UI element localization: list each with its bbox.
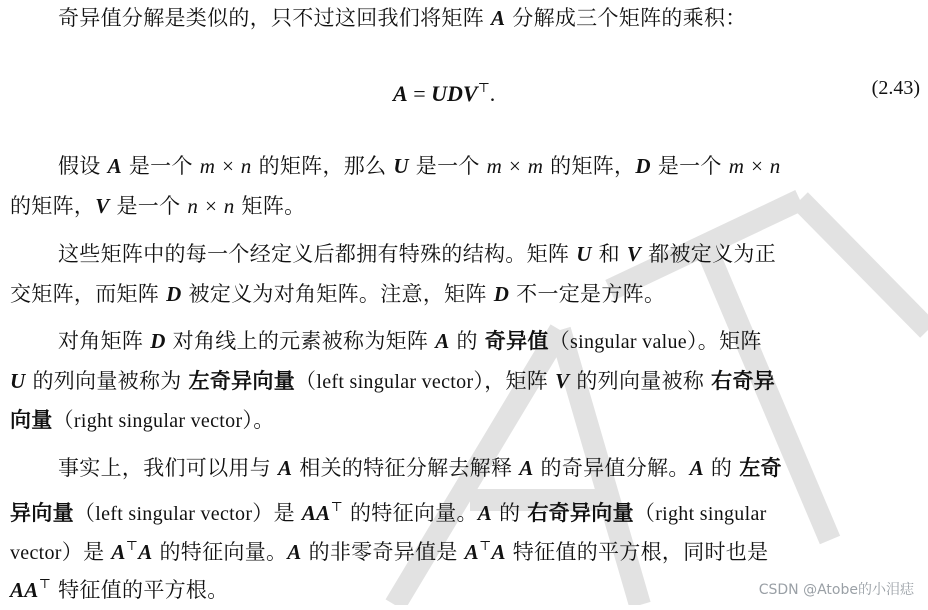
math-A: A bbox=[111, 540, 126, 564]
term-left-singular-vector: 左奇 bbox=[739, 455, 782, 480]
paragraph-line-11 bbox=[0, 527, 928, 567]
equation-number: (2.43) bbox=[871, 77, 920, 99]
math-m-by-m: m × m bbox=[486, 154, 544, 178]
math-D: D bbox=[166, 282, 182, 306]
paragraph-line-10 bbox=[0, 488, 928, 528]
math-U: U bbox=[576, 242, 592, 266]
transpose-symbol: ⊤ bbox=[330, 500, 344, 515]
math-V: V bbox=[555, 369, 570, 393]
text: 的矩阵， bbox=[543, 154, 636, 178]
math-U: U bbox=[393, 154, 409, 178]
text: 奇异值分解是类似的，只不过这回我们将矩阵 bbox=[58, 6, 491, 30]
text: 的特征向量。 bbox=[152, 540, 288, 564]
math-A: A bbox=[490, 6, 506, 30]
text: 的 bbox=[492, 501, 528, 525]
term-left-singular-vector: 左奇异向量 bbox=[188, 368, 296, 393]
term-left-singular-vector: 异向量 bbox=[10, 500, 74, 525]
math-m-by-n: m × n bbox=[728, 154, 781, 178]
english-term: right singular bbox=[655, 503, 767, 525]
text: 是一个 bbox=[109, 194, 188, 218]
text: 分解成三个矩阵的乘积： bbox=[505, 6, 747, 30]
paragraph-line-3 bbox=[0, 186, 928, 226]
math-U: U bbox=[10, 369, 26, 393]
math-A: A bbox=[464, 540, 479, 564]
text: （ bbox=[548, 329, 571, 353]
text: 的矩阵，那么 bbox=[251, 154, 394, 178]
paragraph-line-6 bbox=[0, 321, 928, 361]
text: ）。 bbox=[242, 408, 275, 432]
math-UDV: UDV bbox=[431, 81, 478, 106]
text: ），矩阵 bbox=[473, 369, 556, 393]
english-term: left singular vector bbox=[316, 371, 474, 393]
text: 的非零奇异值是 bbox=[301, 540, 465, 564]
math-A: A bbox=[477, 501, 493, 525]
math-A: A bbox=[107, 154, 122, 178]
term-singular-value: 奇异值 bbox=[484, 328, 549, 353]
math-D: D bbox=[493, 282, 510, 306]
paragraph-line-8 bbox=[0, 400, 928, 440]
transpose-symbol: ⊤ bbox=[477, 80, 490, 95]
equation bbox=[393, 66, 495, 110]
equals-sign: = bbox=[413, 81, 426, 106]
english-term: vector bbox=[10, 542, 62, 564]
transpose-symbol: ⊤ bbox=[478, 539, 492, 554]
term-right-singular-vector: 右奇异 bbox=[711, 368, 776, 393]
text: 相关的特征分解去解释 bbox=[292, 456, 520, 480]
text: 交矩阵，而矩阵 bbox=[10, 282, 167, 306]
text: 的特征向量。 bbox=[343, 501, 478, 525]
text: 矩阵。 bbox=[234, 194, 306, 218]
math-A: A bbox=[435, 329, 450, 353]
text: 和 bbox=[591, 242, 627, 266]
text: 是一个 bbox=[650, 154, 729, 178]
math-V: V bbox=[95, 194, 110, 218]
english-term: singular value bbox=[570, 331, 687, 353]
math-V: V bbox=[626, 242, 642, 266]
text: （ bbox=[633, 501, 656, 525]
text: 的列向量被称为 bbox=[25, 369, 189, 393]
text: 的列向量被称 bbox=[569, 369, 712, 393]
text: 不一定是方阵。 bbox=[509, 282, 666, 306]
math-A: A bbox=[491, 540, 506, 564]
text: ）是 bbox=[61, 540, 112, 564]
text: （ bbox=[295, 369, 317, 393]
paragraph-line-2 bbox=[0, 146, 928, 186]
text: 的 bbox=[449, 329, 485, 353]
text: 假设 bbox=[58, 154, 108, 178]
math-A: A bbox=[138, 540, 153, 564]
transpose-symbol: ⊤ bbox=[125, 539, 139, 554]
text: 的矩阵， bbox=[10, 194, 96, 218]
paragraph-line-7 bbox=[0, 361, 928, 401]
text: ）是 bbox=[252, 501, 302, 525]
text: 是一个 bbox=[408, 154, 487, 178]
text: （ bbox=[52, 408, 74, 432]
text: 特征值的平方根，同时也是 bbox=[505, 540, 769, 564]
english-term: left singular vector bbox=[95, 503, 253, 525]
math-m-by-n: m × n bbox=[199, 154, 252, 178]
text: 的 bbox=[703, 456, 740, 480]
math-D: D bbox=[150, 329, 166, 353]
math-A: A bbox=[287, 540, 302, 564]
text: 事实上，我们可以用与 bbox=[58, 456, 278, 480]
text: 的奇异值分解。 bbox=[533, 456, 690, 480]
english-term: right singular vector bbox=[73, 410, 243, 432]
paragraph-line-5 bbox=[0, 274, 928, 314]
period: . bbox=[489, 81, 496, 106]
math-A: A bbox=[393, 81, 408, 106]
text: 都被定义为正 bbox=[641, 242, 777, 266]
math-AA: AA bbox=[10, 578, 39, 602]
text: ）。矩阵 bbox=[686, 329, 762, 353]
math-n-by-n: n × n bbox=[187, 194, 235, 218]
text: 这些矩阵中的每一个经定义后都拥有特殊的结构。矩阵 bbox=[58, 242, 577, 266]
text: 特征值的平方根。 bbox=[51, 578, 229, 602]
math-AA: AA bbox=[301, 501, 331, 525]
transpose-symbol: ⊤ bbox=[38, 577, 52, 592]
text: 是一个 bbox=[121, 154, 200, 178]
text: （ bbox=[73, 501, 96, 525]
text: 被定义为对角矩阵。注意，矩阵 bbox=[181, 282, 494, 306]
paragraph-line-1 bbox=[0, 0, 928, 38]
text: 对角线上的元素被称为矩阵 bbox=[165, 329, 436, 353]
math-D: D bbox=[635, 154, 651, 178]
text: 对角矩阵 bbox=[58, 329, 151, 353]
paragraph-line-9 bbox=[0, 448, 928, 488]
math-A: A bbox=[519, 456, 534, 480]
math-A: A bbox=[277, 456, 293, 480]
term-right-singular-vector: 向量 bbox=[10, 407, 53, 432]
paragraph-line-4 bbox=[0, 234, 928, 274]
math-A: A bbox=[689, 456, 704, 480]
term-right-singular-vector: 右奇异向量 bbox=[527, 500, 634, 525]
csdn-credit: CSDN @Atobe的小泪痣 bbox=[758, 582, 914, 598]
